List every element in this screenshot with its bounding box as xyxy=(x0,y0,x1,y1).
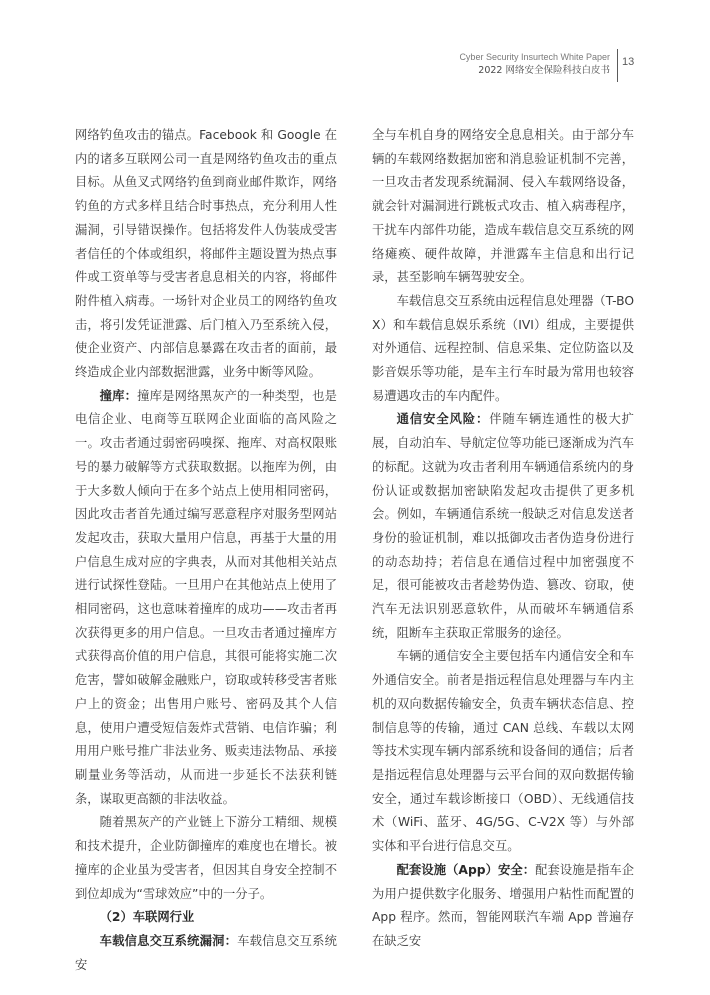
paragraph-title: 车载信息交互系统漏洞： xyxy=(99,933,238,948)
paragraph: 车载信息交互系统由远程信息处理器（T-BOX）和车载信息娱乐系统（IVI）组成，主要提供对外通信、远程控制、信息采集、定位防盗以及影音娱乐等功能，是车主行车时最为常用也较容易遭遇攻击的车内配件。 xyxy=(372,293,634,403)
paragraph-body: 撞库是网络黑灰产的一种类型，也是电信企业、电商等互联网企业面临的高风险之一。攻击者通过弱密码嗅探、拖库、对高权限账号的暴力破解等方式获取数据。以拖库为例，由于大多数人倾向于在多个站点上使用相同密码，因此攻击者首先通过编写恶意程序对服务型网站发起攻击，获取大量用户信息，再基于大量的用户信息生成对应的字典表，从而对其他相关站点进行试探性登陆。一旦用户在其他站点上使用了相同密码，这也意味着撞库的成功——攻击者再次获得更多的用户信息。一旦攻击者通过撞库方式获得高价值的用户信息，其很可能将实施二次危害，譬如破解金融账户，窃取或转移受害者账户上的资金；出售用户账号、密码及其个人信息，使用户遭受短信轰炸式营销、电信诈骗；利用用户账号推广非法业务、贩卖违法物品、承接刷量业务等活动，从而进一步延长不法获利链条，谋取更高额的非法收益。 xyxy=(75,388,337,806)
paragraph: 车辆的通信安全主要包括车内通信安全和车外通信安全。前者是指远程信息处理器与车内主机的双向数据传输安全，负责车辆状态信息、控制信息等的传输，通过 CAN 总线、车载以太网等技术实现车辆内部系统和设备间的通信；后者是指远程信息处理器与云平台间的双向数据传输安全，通过车载诊断接口（OBD）、无线通信技术（WiFi、蓝牙、4G/5G、C-V2X 等）与外部实体和平台进行信息交互。 xyxy=(372,649,634,854)
paragraph xyxy=(75,385,337,812)
header-title-cn: 2022 网络安全保险科技白皮书 xyxy=(478,65,610,76)
page-number: 13 xyxy=(622,56,635,68)
paragraph xyxy=(75,930,337,977)
left-column xyxy=(75,124,337,977)
header-title-en: Cyber Security Insurtech White Paper xyxy=(459,52,610,62)
paragraph-body: 伴随车辆连通性的极大扩展，自动泊车、导航定位等功能已逐渐成为汽车的标配。这就为攻击者利用车辆通信系统内的身份认证或数据加密缺陷发起攻击提供了更多机会。例如，车辆通信系统一般缺乏对信息发送者身份的验证机制，难以抵御攻击者伪造身份进行的动态劫持；若信息在通信过程中加密强度不足，很可能被攻击者趁势伪造、篡改、窃取，使汽车无法识别恶意软件，从而破坏车辆通信系统，阻断车主获取正常服务的途径。 xyxy=(372,412,634,640)
paragraph-body: 车载信息交互系统安 xyxy=(75,933,337,972)
page-header xyxy=(459,50,610,78)
section-heading: （2）车联网行业 xyxy=(99,910,195,925)
paragraph: 网络钓鱼攻击的锚点。Facebook 和 Google 在内的诸多互联网公司一直是网络钓鱼攻击的重点目标。从鱼叉式网络钓鱼到商业邮件欺诈，网络钓鱼的方式多样且结合时事热点，充分利用人性漏洞，引导错误操作。包括将发件人伪装成受害者信任的个体或组织，将邮件主题设置为热点事件或工资单等与受害者息息相关的内容，将邮件附件植入病毒。一场针对企业员工的网络钓鱼攻击，将引发凭证泄露、后门植入乃至系统入侵，使企业资产、内部信息暴露在攻击者的面前，最终造成企业内部数据泄露，业务中断等风险。 xyxy=(75,128,337,380)
paragraph xyxy=(372,859,634,954)
paragraph xyxy=(372,408,634,645)
paragraph-body: 配套设施是指车企为用户提供数字化服务、增强用户粘性而配置的 App 程序。然而，智能网联汽车端 App 普遍存在缺乏安 xyxy=(372,862,634,948)
paragraph: 全与车机自身的网络安全息息相关。由于部分车辆的车载网络数据加密和消息验证机制不完善，一旦攻击者发现系统漏洞、侵入车载网络设备，就会针对漏洞进行跳板式攻击、植入病毒程序，干扰车内部件功能，造成车载信息交互系统的网络瘫痪、硬件故障，并泄露车主信息和出行记录，甚至影响车辆驾驶安全。 xyxy=(372,128,634,285)
paragraph: 随着黑灰产的产业链上下游分工精细、规模和技术提升，企业防御撞库的难度也在增长。被撞库的企业虽为受害者，但因其自身安全控制不到位却成为“雪球效应”中的一分子。 xyxy=(75,815,337,901)
paragraph-title: 配套设施（App）安全： xyxy=(396,862,536,877)
paragraph-title: 撞库： xyxy=(99,388,138,403)
paragraph-title: 通信安全风险： xyxy=(396,412,490,427)
header-divider xyxy=(617,49,618,82)
right-column xyxy=(372,124,634,954)
